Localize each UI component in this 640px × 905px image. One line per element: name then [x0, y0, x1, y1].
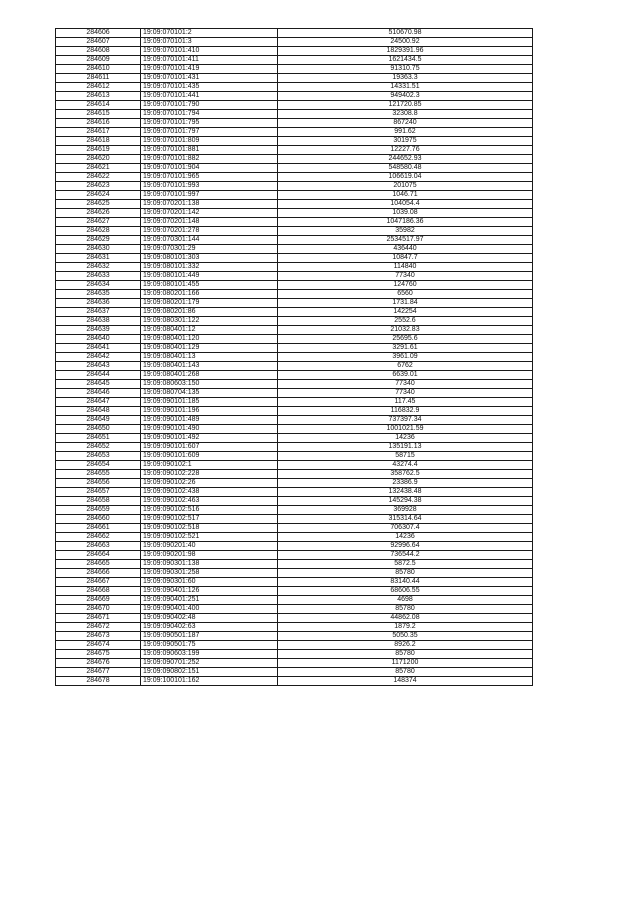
table-row — [56, 218, 533, 227]
row-number-cell: 284630 — [56, 245, 141, 254]
amount-cell: 5050.35 — [278, 632, 533, 641]
table-row — [56, 38, 533, 47]
amount-cell: 106619.04 — [278, 173, 533, 182]
row-number-cell: 284655 — [56, 470, 141, 479]
amount-cell: 949402.3 — [278, 92, 533, 101]
row-number-cell: 284659 — [56, 506, 141, 515]
table-row — [56, 137, 533, 146]
amount-cell: 77340 — [278, 389, 533, 398]
table-row — [56, 470, 533, 479]
amount-cell: 135191.13 — [278, 443, 533, 452]
row-number-cell: 284635 — [56, 290, 141, 299]
table-row — [56, 74, 533, 83]
table-row — [56, 182, 533, 191]
cadastral-number-cell: 19:09:070101:790 — [141, 101, 278, 110]
table-row — [56, 524, 533, 533]
amount-cell: 3961.09 — [278, 353, 533, 362]
amount-cell: 85780 — [278, 668, 533, 677]
table-row — [56, 110, 533, 119]
cadastral-number-cell: 19:09:090101:489 — [141, 416, 278, 425]
row-number-cell: 284673 — [56, 632, 141, 641]
cadastral-number-cell: 19:09:080201:86 — [141, 308, 278, 317]
cadastral-number-cell: 19:09:080704:135 — [141, 389, 278, 398]
table-row — [56, 119, 533, 128]
amount-cell: 244652.93 — [278, 155, 533, 164]
amount-cell: 132438.48 — [278, 488, 533, 497]
cadastral-number-cell: 19:09:100101:162 — [141, 677, 278, 686]
table-row — [56, 479, 533, 488]
cadastral-number-cell: 19:09:090402:63 — [141, 623, 278, 632]
table-row — [56, 335, 533, 344]
amount-cell: 43274.4 — [278, 461, 533, 470]
table-row — [56, 209, 533, 218]
row-number-cell: 284617 — [56, 128, 141, 137]
row-number-cell: 284612 — [56, 83, 141, 92]
row-number-cell: 284621 — [56, 164, 141, 173]
row-number-cell: 284640 — [56, 335, 141, 344]
amount-cell: 83140.44 — [278, 578, 533, 587]
row-number-cell: 284623 — [56, 182, 141, 191]
table-row — [56, 128, 533, 137]
cadastral-number-cell: 19:09:070301:29 — [141, 245, 278, 254]
row-number-cell: 284653 — [56, 452, 141, 461]
amount-cell: 1046.71 — [278, 191, 533, 200]
cadastral-number-cell: 19:09:070101:410 — [141, 47, 278, 56]
row-number-cell: 284645 — [56, 380, 141, 389]
amount-cell: 1047186.36 — [278, 218, 533, 227]
row-number-cell: 284650 — [56, 425, 141, 434]
row-number-cell: 284620 — [56, 155, 141, 164]
cadastral-number-cell: 19:09:090102:228 — [141, 470, 278, 479]
table-row — [56, 362, 533, 371]
amount-cell: 23386.9 — [278, 479, 533, 488]
table-row — [56, 452, 533, 461]
row-number-cell: 284611 — [56, 74, 141, 83]
table-row — [56, 353, 533, 362]
row-number-cell: 284670 — [56, 605, 141, 614]
data-table — [55, 28, 533, 686]
cadastral-number-cell: 19:09:070101:797 — [141, 128, 278, 137]
row-number-cell: 284678 — [56, 677, 141, 686]
row-number-cell: 284665 — [56, 560, 141, 569]
amount-cell: 1001021.59 — [278, 425, 533, 434]
amount-cell: 116832.9 — [278, 407, 533, 416]
amount-cell: 35982 — [278, 227, 533, 236]
cadastral-number-cell: 19:09:070101:431 — [141, 74, 278, 83]
table-row — [56, 578, 533, 587]
cadastral-number-cell: 19:09:070101:419 — [141, 65, 278, 74]
row-number-cell: 284607 — [56, 38, 141, 47]
cadastral-number-cell: 19:09:070101:795 — [141, 119, 278, 128]
table-row — [56, 317, 533, 326]
amount-cell: 201075 — [278, 182, 533, 191]
row-number-cell: 284649 — [56, 416, 141, 425]
table-row — [56, 155, 533, 164]
amount-cell: 1731.84 — [278, 299, 533, 308]
amount-cell: 124760 — [278, 281, 533, 290]
amount-cell: 3291.61 — [278, 344, 533, 353]
cadastral-number-cell: 19:09:070101:435 — [141, 83, 278, 92]
amount-cell: 8926.2 — [278, 641, 533, 650]
cadastral-number-cell: 19:09:090201:98 — [141, 551, 278, 560]
amount-cell: 85780 — [278, 569, 533, 578]
amount-cell: 1039.08 — [278, 209, 533, 218]
row-number-cell: 284667 — [56, 578, 141, 587]
row-number-cell: 284674 — [56, 641, 141, 650]
row-number-cell: 284646 — [56, 389, 141, 398]
table-row — [56, 677, 533, 686]
cadastral-number-cell: 19:09:090101:185 — [141, 398, 278, 407]
cadastral-number-cell: 19:09:090101:609 — [141, 452, 278, 461]
amount-cell: 737397.34 — [278, 416, 533, 425]
amount-cell: 1621434.5 — [278, 56, 533, 65]
cadastral-number-cell: 19:09:080401:143 — [141, 362, 278, 371]
cadastral-number-cell: 19:09:090802:151 — [141, 668, 278, 677]
table-row — [56, 164, 533, 173]
amount-cell: 32308.8 — [278, 110, 533, 119]
table-row — [56, 623, 533, 632]
cadastral-number-cell: 19:09:080101:449 — [141, 272, 278, 281]
cadastral-number-cell: 19:09:080301:122 — [141, 317, 278, 326]
amount-cell: 10847.7 — [278, 254, 533, 263]
amount-cell: 14236 — [278, 533, 533, 542]
cadastral-number-cell: 19:09:080401:12 — [141, 326, 278, 335]
amount-cell: 145294.38 — [278, 497, 533, 506]
row-number-cell: 284627 — [56, 218, 141, 227]
table-row — [56, 254, 533, 263]
table-row — [56, 542, 533, 551]
amount-cell: 21032.83 — [278, 326, 533, 335]
row-number-cell: 284661 — [56, 524, 141, 533]
table-row — [56, 641, 533, 650]
cadastral-number-cell: 19:09:080401:120 — [141, 335, 278, 344]
table-row — [56, 434, 533, 443]
table-row — [56, 200, 533, 209]
row-number-cell: 284672 — [56, 623, 141, 632]
table-row — [56, 551, 533, 560]
table-row — [56, 272, 533, 281]
row-number-cell: 284606 — [56, 29, 141, 38]
amount-cell: 12227.76 — [278, 146, 533, 155]
cadastral-number-cell: 19:09:080101:455 — [141, 281, 278, 290]
cadastral-number-cell: 19:09:090603:199 — [141, 650, 278, 659]
row-number-cell: 284631 — [56, 254, 141, 263]
cadastral-number-cell: 19:09:090401:400 — [141, 605, 278, 614]
row-number-cell: 284624 — [56, 191, 141, 200]
amount-cell: 14331.51 — [278, 83, 533, 92]
row-number-cell: 284641 — [56, 344, 141, 353]
table-row — [56, 299, 533, 308]
table-row — [56, 29, 533, 38]
cadastral-number-cell: 19:09:070101:809 — [141, 137, 278, 146]
table-row — [56, 371, 533, 380]
cadastral-number-cell: 19:09:080603:150 — [141, 380, 278, 389]
cadastral-number-cell: 19:09:080201:166 — [141, 290, 278, 299]
row-number-cell: 284656 — [56, 479, 141, 488]
cadastral-number-cell: 19:09:080401:129 — [141, 344, 278, 353]
row-number-cell: 284632 — [56, 263, 141, 272]
amount-cell: 548580.48 — [278, 164, 533, 173]
amount-cell: 706307.4 — [278, 524, 533, 533]
cadastral-number-cell: 19:09:090102:521 — [141, 533, 278, 542]
table-row — [56, 506, 533, 515]
row-number-cell: 284614 — [56, 101, 141, 110]
table-row — [56, 65, 533, 74]
amount-cell: 991.62 — [278, 128, 533, 137]
amount-cell: 358762.5 — [278, 470, 533, 479]
row-number-cell: 284658 — [56, 497, 141, 506]
cadastral-number-cell: 19:09:070101:794 — [141, 110, 278, 119]
amount-cell: 369928 — [278, 506, 533, 515]
cadastral-number-cell: 19:09:070101:441 — [141, 92, 278, 101]
amount-cell: 301975 — [278, 137, 533, 146]
row-number-cell: 284664 — [56, 551, 141, 560]
cadastral-number-cell: 19:09:080401:13 — [141, 353, 278, 362]
cadastral-number-cell: 19:09:070201:278 — [141, 227, 278, 236]
cadastral-number-cell: 19:09:090102:463 — [141, 497, 278, 506]
row-number-cell: 284671 — [56, 614, 141, 623]
table-row — [56, 632, 533, 641]
cadastral-number-cell: 19:09:090102:26 — [141, 479, 278, 488]
amount-cell: 68606.55 — [278, 587, 533, 596]
table-row — [56, 47, 533, 56]
row-number-cell: 284654 — [56, 461, 141, 470]
row-number-cell: 284613 — [56, 92, 141, 101]
table-row — [56, 443, 533, 452]
row-number-cell: 284651 — [56, 434, 141, 443]
table-row — [56, 668, 533, 677]
amount-cell: 142254 — [278, 308, 533, 317]
cadastral-number-cell: 19:09:090101:607 — [141, 443, 278, 452]
table-row — [56, 344, 533, 353]
table-row — [56, 605, 533, 614]
row-number-cell: 284633 — [56, 272, 141, 281]
cadastral-number-cell: 19:09:070101:411 — [141, 56, 278, 65]
row-number-cell: 284662 — [56, 533, 141, 542]
cadastral-number-cell: 19:09:090102:438 — [141, 488, 278, 497]
table-row — [56, 92, 533, 101]
amount-cell: 148374 — [278, 677, 533, 686]
row-number-cell: 284634 — [56, 281, 141, 290]
cadastral-number-cell: 19:09:090101:492 — [141, 434, 278, 443]
table-row — [56, 101, 533, 110]
table-row — [56, 227, 533, 236]
cadastral-number-cell: 19:09:090701:252 — [141, 659, 278, 668]
cadastral-number-cell: 19:09:070101:904 — [141, 164, 278, 173]
cadastral-number-cell: 19:09:070101:882 — [141, 155, 278, 164]
amount-cell: 2552.6 — [278, 317, 533, 326]
table-row — [56, 515, 533, 524]
cadastral-number-cell: 19:09:090301:258 — [141, 569, 278, 578]
amount-cell: 114840 — [278, 263, 533, 272]
table-row — [56, 587, 533, 596]
cadastral-number-cell: 19:09:070101:993 — [141, 182, 278, 191]
table-row — [56, 191, 533, 200]
table-row — [56, 659, 533, 668]
cadastral-number-cell: 19:09:090102:1 — [141, 461, 278, 470]
row-number-cell: 284657 — [56, 488, 141, 497]
amount-cell: 24500.92 — [278, 38, 533, 47]
row-number-cell: 284626 — [56, 209, 141, 218]
row-number-cell: 284625 — [56, 200, 141, 209]
amount-cell: 19363.3 — [278, 74, 533, 83]
row-number-cell: 284668 — [56, 587, 141, 596]
row-number-cell: 284636 — [56, 299, 141, 308]
cadastral-number-cell: 19:09:090101:490 — [141, 425, 278, 434]
row-number-cell: 284616 — [56, 119, 141, 128]
cadastral-number-cell: 19:09:070101:881 — [141, 146, 278, 155]
table-row — [56, 245, 533, 254]
cadastral-number-cell: 19:09:070101:997 — [141, 191, 278, 200]
table-row — [56, 596, 533, 605]
amount-cell: 117.45 — [278, 398, 533, 407]
row-number-cell: 284619 — [56, 146, 141, 155]
cadastral-number-cell: 19:09:090301:138 — [141, 560, 278, 569]
cadastral-number-cell: 19:09:090102:516 — [141, 506, 278, 515]
cadastral-number-cell: 19:09:090102:517 — [141, 515, 278, 524]
cadastral-number-cell: 19:09:090102:518 — [141, 524, 278, 533]
table-row — [56, 497, 533, 506]
cadastral-number-cell: 19:09:090401:126 — [141, 587, 278, 596]
amount-cell: 1171200 — [278, 659, 533, 668]
table-row — [56, 560, 533, 569]
row-number-cell: 284660 — [56, 515, 141, 524]
table-row — [56, 326, 533, 335]
amount-cell: 104054.4 — [278, 200, 533, 209]
table-body — [56, 29, 533, 686]
cadastral-number-cell: 19:09:090301:60 — [141, 578, 278, 587]
amount-cell: 5872.5 — [278, 560, 533, 569]
amount-cell: 867240 — [278, 119, 533, 128]
amount-cell: 85780 — [278, 650, 533, 659]
amount-cell: 315314.64 — [278, 515, 533, 524]
cadastral-number-cell: 19:09:090402:48 — [141, 614, 278, 623]
table-row — [56, 56, 533, 65]
row-number-cell: 284608 — [56, 47, 141, 56]
row-number-cell: 284666 — [56, 569, 141, 578]
table-row — [56, 533, 533, 542]
cadastral-number-cell: 19:09:070101:965 — [141, 173, 278, 182]
amount-cell: 44862.08 — [278, 614, 533, 623]
amount-cell: 1879.2 — [278, 623, 533, 632]
table-row — [56, 569, 533, 578]
cadastral-number-cell: 19:09:080201:179 — [141, 299, 278, 308]
amount-cell: 14236 — [278, 434, 533, 443]
row-number-cell: 284652 — [56, 443, 141, 452]
table-row — [56, 416, 533, 425]
amount-cell: 736544.2 — [278, 551, 533, 560]
amount-cell: 77340 — [278, 272, 533, 281]
cadastral-number-cell: 19:09:090401:251 — [141, 596, 278, 605]
row-number-cell: 284647 — [56, 398, 141, 407]
table-row — [56, 83, 533, 92]
row-number-cell: 284622 — [56, 173, 141, 182]
row-number-cell: 284637 — [56, 308, 141, 317]
row-number-cell: 284610 — [56, 65, 141, 74]
table-row — [56, 425, 533, 434]
table-row — [56, 650, 533, 659]
amount-cell: 77340 — [278, 380, 533, 389]
cadastral-number-cell: 19:09:070301:144 — [141, 236, 278, 245]
cadastral-number-cell: 19:09:070101:3 — [141, 38, 278, 47]
table-row — [56, 398, 533, 407]
cadastral-number-cell: 19:09:070101:2 — [141, 29, 278, 38]
cadastral-number-cell: 19:09:080101:303 — [141, 254, 278, 263]
row-number-cell: 284639 — [56, 326, 141, 335]
amount-cell: 6762 — [278, 362, 533, 371]
table-row — [56, 281, 533, 290]
cadastral-number-cell: 19:09:090501:75 — [141, 641, 278, 650]
row-number-cell: 284629 — [56, 236, 141, 245]
table-row — [56, 380, 533, 389]
row-number-cell: 284618 — [56, 137, 141, 146]
row-number-cell: 284609 — [56, 56, 141, 65]
table-row — [56, 173, 533, 182]
table-row — [56, 461, 533, 470]
row-number-cell: 284669 — [56, 596, 141, 605]
cadastral-number-cell: 19:09:090201:40 — [141, 542, 278, 551]
cadastral-number-cell: 19:09:090101:196 — [141, 407, 278, 416]
row-number-cell: 284644 — [56, 371, 141, 380]
amount-cell: 92996.64 — [278, 542, 533, 551]
amount-cell: 85780 — [278, 605, 533, 614]
amount-cell: 6639.01 — [278, 371, 533, 380]
amount-cell: 510670.98 — [278, 29, 533, 38]
row-number-cell: 284676 — [56, 659, 141, 668]
row-number-cell: 284648 — [56, 407, 141, 416]
cadastral-number-cell: 19:09:070201:148 — [141, 218, 278, 227]
amount-cell: 1829391.96 — [278, 47, 533, 56]
amount-cell: 91310.75 — [278, 65, 533, 74]
table-row — [56, 407, 533, 416]
table-row — [56, 488, 533, 497]
amount-cell: 121720.85 — [278, 101, 533, 110]
cadastral-number-cell: 19:09:080401:268 — [141, 371, 278, 380]
amount-cell: 6560 — [278, 290, 533, 299]
row-number-cell: 284638 — [56, 317, 141, 326]
row-number-cell: 284628 — [56, 227, 141, 236]
table-row — [56, 614, 533, 623]
row-number-cell: 284643 — [56, 362, 141, 371]
amount-cell: 2534517.97 — [278, 236, 533, 245]
row-number-cell: 284675 — [56, 650, 141, 659]
cadastral-number-cell: 19:09:090501:187 — [141, 632, 278, 641]
cadastral-number-cell: 19:09:070201:138 — [141, 200, 278, 209]
amount-cell: 4698 — [278, 596, 533, 605]
amount-cell: 25695.6 — [278, 335, 533, 344]
table-row — [56, 290, 533, 299]
cadastral-number-cell: 19:09:070201:142 — [141, 209, 278, 218]
row-number-cell: 284615 — [56, 110, 141, 119]
table-row — [56, 389, 533, 398]
amount-cell: 58715 — [278, 452, 533, 461]
row-number-cell: 284663 — [56, 542, 141, 551]
row-number-cell: 284642 — [56, 353, 141, 362]
table-row — [56, 146, 533, 155]
table-row — [56, 263, 533, 272]
cadastral-number-cell: 19:09:080101:332 — [141, 263, 278, 272]
table-row — [56, 236, 533, 245]
row-number-cell: 284677 — [56, 668, 141, 677]
amount-cell: 436440 — [278, 245, 533, 254]
table-row — [56, 308, 533, 317]
